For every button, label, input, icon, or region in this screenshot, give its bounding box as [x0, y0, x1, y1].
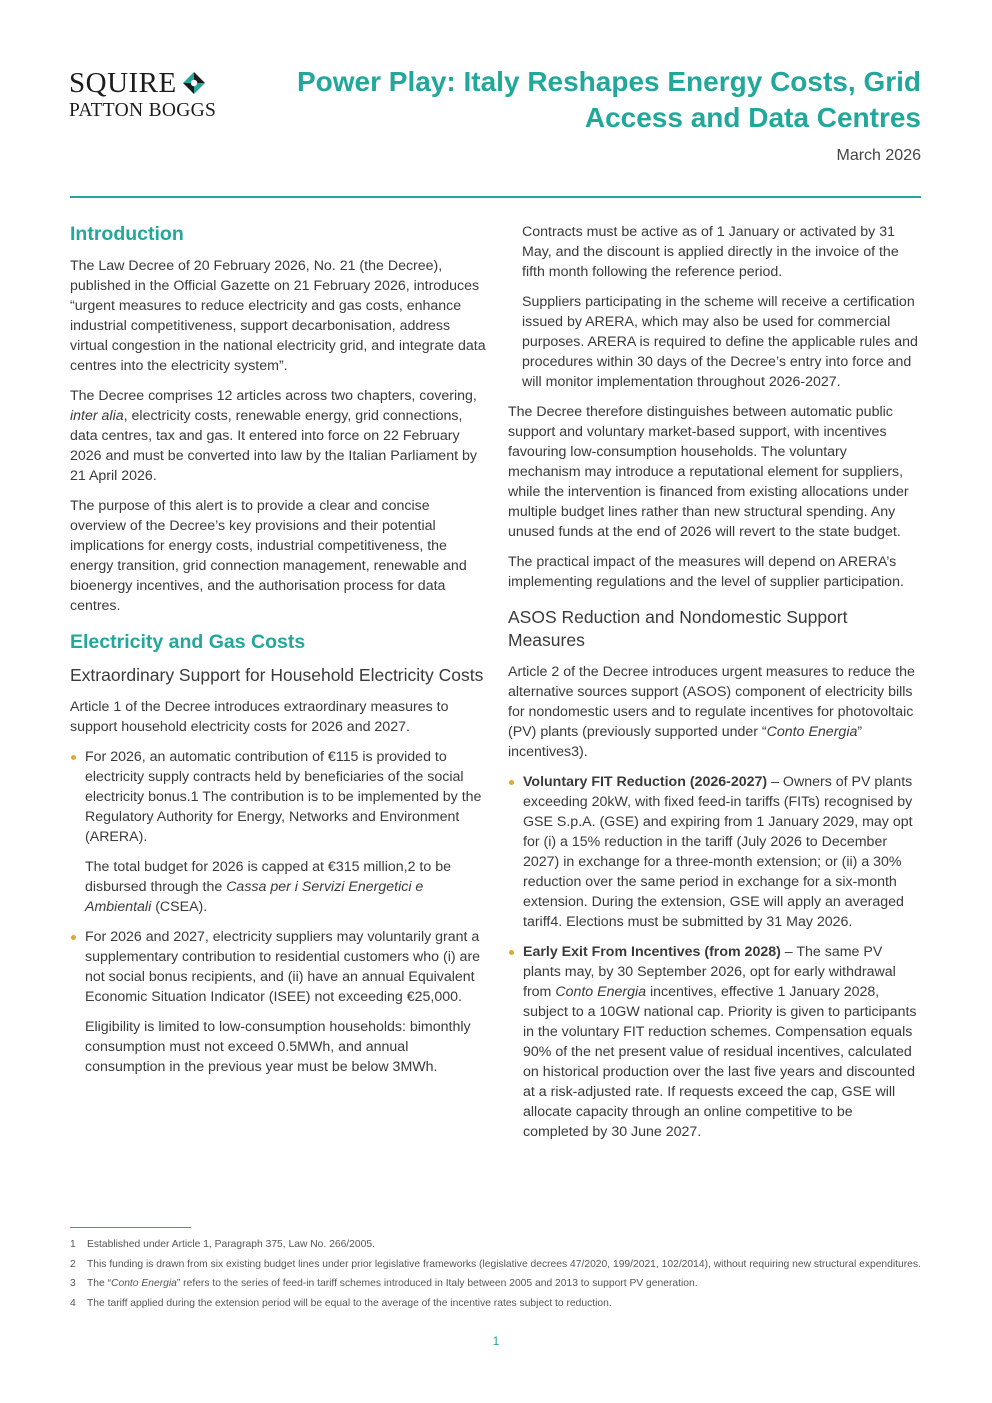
footnotes	[70, 1238, 922, 1316]
bullet-sub-paragraph: Eligibility is limited to low-consumption households: bimonthly consumption must not exceed 0.5MWh, and annual consumption in the previous year must be below 3MWh.	[85, 1019, 471, 1075]
page-number: 1	[492, 1334, 500, 1348]
list-item: For 2026 and 2027, electricity suppliers may voluntarily grant a supplementary contribution to residential customers who (i) are not social bonus recipients, and (ii) have an annual Equivalent Economic Situation Indicator (ISEE) not exceeding €25,000. Eligibility is limited to low-consumption households: bimonthly consumption must not exceed 0.5MWh, and annual consumption in the previous year must be below 3MWh.	[70, 927, 486, 1077]
right-column	[508, 222, 922, 1152]
footnote: 3 The “Conto Energia” refers to the series of feed-in tariff schemes introduced in Italy between 2005 and 2013 to support PV generation.	[70, 1278, 698, 1289]
paragraph: The practical impact of the measures will depend on ARERA’s implementing regulations and the level of supplier participation.	[508, 554, 904, 590]
subheading-asos: ASOS Reduction and Nondomestic Support Measures	[508, 607, 848, 650]
bullet-list	[508, 772, 922, 1142]
footnote: 2 This funding is drawn from six existing budget lines under prior legislative frameworks (legislative decrees 47/2020, 199/2021, 102/2014), without requiring new structural expenditures.	[70, 1258, 921, 1270]
list-item: Early Exit From Incentives (from 2028) – The same PV plants may, by 30 September 2026, opt for early withdrawal from Conto Energia incentives, effective 1 January 2028, subject to a 10GW national cap. Priority is given to participants in the voluntary FIT reduction schemes. Compensation equals 90% of the net present value of residual incentives, calculated on historical production over the last five years and discounted at a risk-adjusted rate. If requests exceed the cap, GSE will allocate capacity through an online competitive to be completed by 30 June 2027.	[508, 942, 922, 1142]
bullet-sub-paragraph: The total budget for 2026 is capped at €315 million,2 to be disbursed through the Cassa per i Servizi Energetici e Ambientali (CSEA).	[85, 859, 451, 915]
document-date: March 2026	[836, 147, 921, 164]
header-rule	[70, 196, 921, 198]
section-heading-electricity-gas: Electricity and Gas Costs	[70, 631, 306, 653]
paragraph: The Decree therefore distinguishes between automatic public support and voluntary market-based support, with incentives favouring low-consumption households. The voluntary mechanism may introduce a reputational element for suppliers, while the intervention is financed from existing allocations under multiple budget lines rather than new structural spending. Any unused funds at the end of 2026 will revert to the state budget.	[508, 404, 909, 540]
left-column	[70, 222, 486, 1087]
paragraph: Article 2 of the Decree introduces urgent measures to reduce the alternative sources support (ASOS) component of electricity bills for nondomestic users and to regulate incentives for photovoltaic (PV) plants (previously supported under “Conto Energia” incentives3).	[508, 664, 915, 760]
logo-line-2: PATTON BOGGS	[69, 100, 217, 121]
paragraph: Contracts must be active as of 1 January or activated by 31 May, and the discount is applied directly in the invoice of the fifth month following the reference period.	[522, 224, 899, 280]
paragraph: The Decree comprises 12 articles across two chapters, covering, inter alia, electricity costs, renewable energy, grid connections, data centres, tax and gas. It entered into force on 22 February 2026 and must be converted into law by the Italian Parliament by 21 April 2026.	[70, 388, 477, 484]
paragraph: Suppliers participating in the scheme will receive a certification issued by ARERA, which may also be used for commercial purposes. ARERA is required to define the applicable rules and procedures within 30 days of the Decree’s entry into force and will monitor implementation throughout 2026-2027.	[522, 294, 918, 390]
logo-line-1: SQUIRE	[69, 67, 177, 99]
footnote-rule	[70, 1227, 191, 1228]
list-item: For 2026, an automatic contribution of €115 is provided to electricity supply contracts held by beneficiaries of the social electricity bonus.1 The contribution is to be implemented by the Regulatory Authority for Energy, Networks and Environment (ARERA). The total budget for 2026 is capped at €315 million,2 to be disbursed through the Cassa per i Servizi Energetici e Ambientali (CSEA).	[70, 747, 486, 917]
footnote: 1 Established under Article 1, Paragraph 375, Law No. 266/2005.	[70, 1239, 375, 1250]
logo-mark-icon	[181, 70, 207, 96]
footnote: 4 The tariff applied during the extension period will be equal to the average of the incentive rates subject to reduction.	[70, 1297, 612, 1309]
paragraph: Article 1 of the Decree introduces extraordinary measures to support household electricity costs for 2026 and 2027.	[70, 699, 449, 735]
bullet-list	[70, 747, 486, 1077]
paragraph: The purpose of this alert is to provide a clear and concise overview of the Decree’s key provisions and their potential implications for energy costs, industrial competitiveness, the energy transition, grid connection management, renewable and bioenergy incentives, and the authorisation process for data centres.	[70, 498, 467, 614]
company-logo	[69, 68, 244, 130]
paragraph: The Law Decree of 20 February 2026, No. 21 (the Decree), published in the Official Gazette on 21 February 2026, introduces “urgent measures to reduce electricity and gas costs, enhance industrial competitiveness, support decarbonisation, address virtual congestion in the national electricity grid, and integrate data centres into the electricity system”.	[70, 258, 486, 374]
subheading-household-support: Extraordinary Support for Household Electricity Costs	[70, 665, 484, 685]
section-heading-introduction: Introduction	[70, 223, 184, 245]
document-title: Power Play: Italy Reshapes Energy Costs, Grid Access and Data Centres	[297, 66, 921, 133]
list-item: Voluntary FIT Reduction (2026-2027) – Owners of PV plants exceeding 20kW, with fixed feed-in tariffs (FITs) recognised by GSE S.p.A. (GSE) and expiring from 1 January 2029, may opt for (i) a 15% reduction in the tariff (July 2026 to December 2027) in exchange for a three-month extension; or (ii) a 30% reduction over the same period in exchange for a six-month extension. During the extension, GSE will apply an averaged tariff4. Elections must be submitted by 31 May 2026.	[508, 772, 922, 932]
